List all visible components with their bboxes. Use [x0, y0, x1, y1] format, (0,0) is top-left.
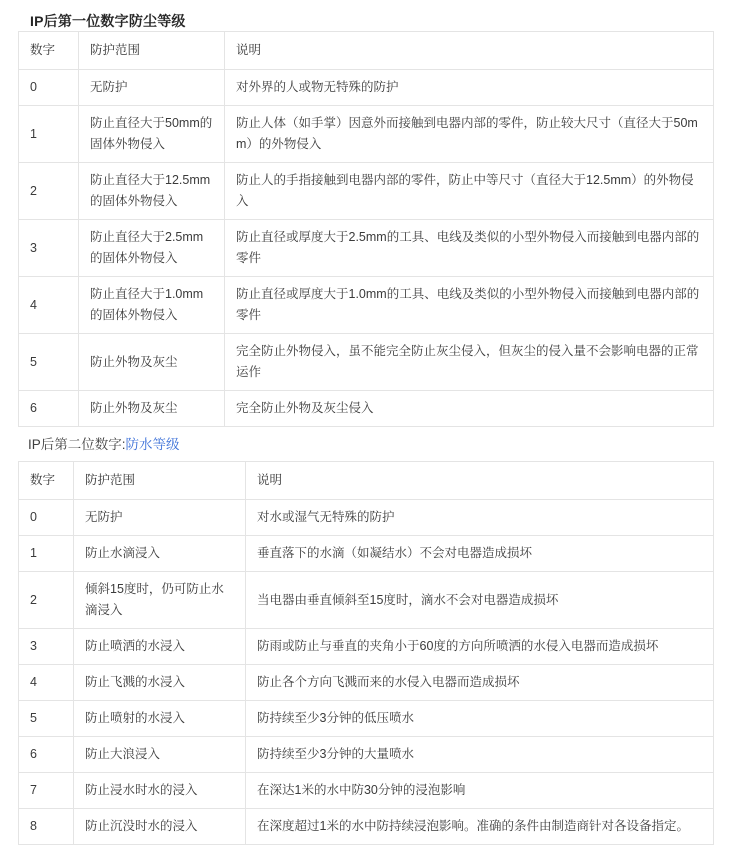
cell-description: 在深度超过1米的水中防持续浸泡影响。准确的条件由制造商针对各设备指定。: [246, 809, 714, 845]
water-table-wrap: [0, 461, 739, 845]
cell-digit: 1: [19, 106, 79, 163]
cell-scope: 防止大浪浸入: [74, 737, 246, 773]
dust-section-heading: IP后第一位数字防尘等级: [30, 13, 186, 29]
cell-scope: 防止外物及灰尘: [79, 334, 225, 391]
table-row: [19, 334, 714, 391]
cell-scope: 防止直径大于50mm的固体外物侵入: [79, 106, 225, 163]
dust-rating-table: [18, 31, 714, 427]
table-row: [19, 572, 714, 629]
cell-scope: 防止沉没时水的浸入: [74, 809, 246, 845]
cell-description: 在深达1米的水中防30分钟的浸泡影响: [246, 773, 714, 809]
table-row: [19, 106, 714, 163]
table-row: [19, 737, 714, 773]
water-section-heading: [0, 427, 739, 461]
cell-digit: 4: [19, 665, 74, 701]
cell-scope: 防止浸水时水的浸入: [74, 773, 246, 809]
cell-description: 对水或湿气无特殊的防护: [246, 500, 714, 536]
cell-digit: 7: [19, 773, 74, 809]
table-header-row: [19, 462, 714, 500]
cell-description: 防持续至少3分钟的低压喷水: [246, 701, 714, 737]
water-heading-prefix: IP后第二位数字:: [28, 437, 126, 452]
table-header-row: [19, 32, 714, 70]
table-row: [19, 629, 714, 665]
cell-digit: 0: [19, 500, 74, 536]
cell-digit: 0: [19, 70, 79, 106]
dust-col-digit: 数字: [19, 32, 79, 70]
cell-scope: 防止飞溅的水浸入: [74, 665, 246, 701]
water-rating-table: [18, 461, 714, 845]
cell-description: 完全防止外物及灰尘侵入: [225, 391, 714, 427]
cell-scope: 防止喷洒的水浸入: [74, 629, 246, 665]
table-row: [19, 773, 714, 809]
cell-digit: 3: [19, 629, 74, 665]
cell-scope: 防止喷射的水浸入: [74, 701, 246, 737]
table-row: [19, 70, 714, 106]
cell-scope: 倾斜15度时，仍可防止水滴浸入: [74, 572, 246, 629]
cell-digit: 5: [19, 334, 79, 391]
cell-digit: 6: [19, 391, 79, 427]
cell-description: 当电器由垂直倾斜至15度时，滴水不会对电器造成损坏: [246, 572, 714, 629]
water-col-desc: 说明: [246, 462, 714, 500]
cell-digit: 5: [19, 701, 74, 737]
cell-scope: 防止水滴浸入: [74, 536, 246, 572]
water-rating-link[interactable]: 防水等级: [125, 437, 180, 452]
cell-scope: 无防护: [79, 70, 225, 106]
cell-digit: 2: [19, 572, 74, 629]
cell-scope: 防止直径大于2.5mm的固体外物侵入: [79, 220, 225, 277]
dust-table-wrap: [0, 31, 739, 427]
cell-scope: 防止直径大于12.5mm的固体外物侵入: [79, 163, 225, 220]
table-row: [19, 391, 714, 427]
cell-digit: 4: [19, 277, 79, 334]
cell-description: 对外界的人或物无特殊的防护: [225, 70, 714, 106]
cell-description: 防止各个方向飞溅而来的水侵入电器而造成损坏: [246, 665, 714, 701]
cell-scope: 防止直径大于1.0mm的固体外物侵入: [79, 277, 225, 334]
table-row: [19, 500, 714, 536]
water-col-digit: 数字: [19, 462, 74, 500]
cell-digit: 3: [19, 220, 79, 277]
cell-digit: 2: [19, 163, 79, 220]
cell-description: 防止人体（如手掌）因意外而接触到电器内部的零件，防止较大尺寸（直径大于50mm）的外物侵入: [225, 106, 714, 163]
cell-description: 防雨或防止与垂直的夹角小于60度的方向所喷洒的水侵入电器而造成损坏: [246, 629, 714, 665]
water-col-scope: 防护范围: [74, 462, 246, 500]
table-row: [19, 701, 714, 737]
cell-digit: 8: [19, 809, 74, 845]
table-row: [19, 277, 714, 334]
cell-description: 防持续至少3分钟的大量喷水: [246, 737, 714, 773]
cell-scope: 防止外物及灰尘: [79, 391, 225, 427]
table-row: [19, 220, 714, 277]
cell-description: 完全防止外物侵入，虽不能完全防止灰尘侵入，但灰尘的侵入量不会影响电器的正常运作: [225, 334, 714, 391]
cell-description: 防止直径或厚度大于2.5mm的工具、电线及类似的小型外物侵入而接触到电器内部的零件: [225, 220, 714, 277]
cell-description: 防止人的手指接触到电器内部的零件，防止中等尺寸（直径大于12.5mm）的外物侵入: [225, 163, 714, 220]
table-row: [19, 536, 714, 572]
cell-description: 防止直径或厚度大于1.0mm的工具、电线及类似的小型外物侵入而接触到电器内部的零件: [225, 277, 714, 334]
cell-scope: 无防护: [74, 500, 246, 536]
cell-digit: 1: [19, 536, 74, 572]
cell-digit: 6: [19, 737, 74, 773]
table-row: [19, 665, 714, 701]
cell-description: 垂直落下的水滴（如凝结水）不会对电器造成损坏: [246, 536, 714, 572]
table-row: [19, 163, 714, 220]
water-table-head: [19, 462, 714, 500]
dust-table-head: [19, 32, 714, 70]
dust-col-scope: 防护范围: [79, 32, 225, 70]
dust-col-desc: 说明: [225, 32, 714, 70]
table-row: [19, 809, 714, 845]
water-table-body: [19, 500, 714, 845]
dust-table-body: [19, 70, 714, 427]
